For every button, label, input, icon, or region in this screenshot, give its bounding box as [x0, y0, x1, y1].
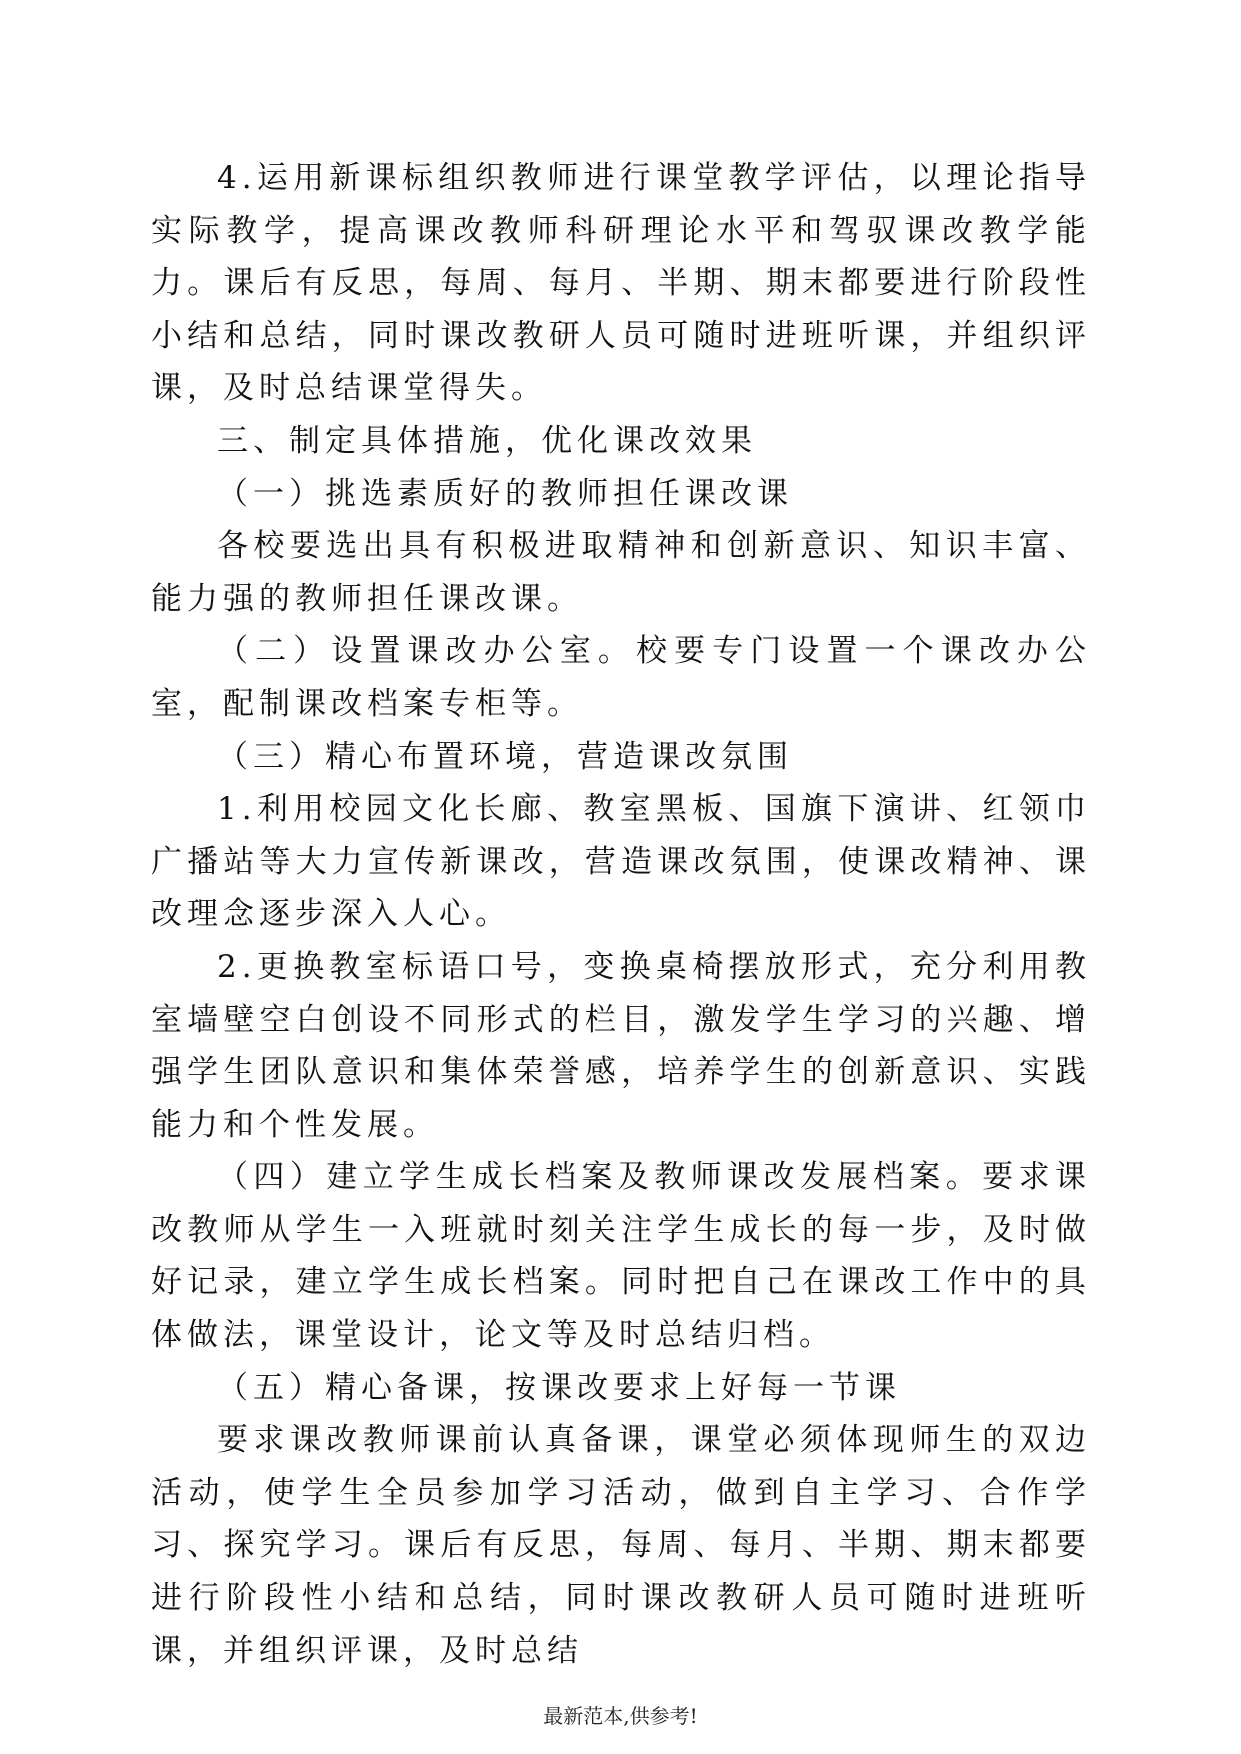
paragraph-evaluation: 4.运用新课标组织教师进行课堂教学评估，以理论指导实际教学，提高课改教师科研理论水平和驾驭课改教学能力。课后有反思，每周、每月、半期、期末都要进行阶段性小结和总结，同时课改教研人员可随时进班听课，并组织评课，及时总结课堂得失。 — [151, 160, 1091, 407]
paragraph-select-teachers: 各校要选出具有积极进取精神和创新意识、知识丰富、能力强的教师担任课改课。 — [151, 528, 1091, 617]
page-footer: 最新范本,供参考! — [543, 1704, 698, 1728]
document-body — [151, 152, 1091, 1677]
paragraph-classroom-slogans: 2.更换教室标语口号，变换桌椅摆放形式，充分利用教室墙壁空白创设不同形式的栏目，激发学生学习的兴趣、增强学生团队意识和集体荣誉感，培养学生的创新意识、实践能力和个性发展。 — [151, 948, 1091, 1143]
subheading-five: （五）精心备课，按课改要求上好每一节课 — [217, 1369, 901, 1406]
section-heading-three: 三、制定具体措施，优化课改效果 — [217, 422, 757, 459]
subheading-four: （四）建立学生成长档案及教师课改发展档案。要求课改教师从学生一入班就时刻关注学生成长的每一步，及时做好记录，建立学生成长档案。同时把自己在课改工作中的具体做法，课堂设计，论文等及时总结归档。 — [151, 1159, 1091, 1354]
paragraph-culture-corridor: 1.利用校园文化长廊、教室黑板、国旗下演讲、红领巾广播站等大力宣传新课改，营造课改氛围，使课改精神、课改理念逐步深入人心。 — [151, 791, 1091, 933]
paragraph-lesson-prep: 要求课改教师课前认真备课，课堂必须体现师生的双边活动，使学生全员参加学习活动，做到自主学习、合作学习、探究学习。课后有反思，每周、每月、半期、期末都要进行阶段性小结和总结，同时课改教研人员可随时进班听课，并组织评课，及时总结 — [151, 1422, 1091, 1669]
subheading-three: （三）精心布置环境，营造课改氛围 — [217, 738, 793, 775]
subheading-one: （一）挑选素质好的教师担任课改课 — [217, 475, 793, 512]
subheading-two: （二）设置课改办公室。校要专门设置一个课改办公室，配制课改档案专柜等。 — [151, 633, 1091, 722]
